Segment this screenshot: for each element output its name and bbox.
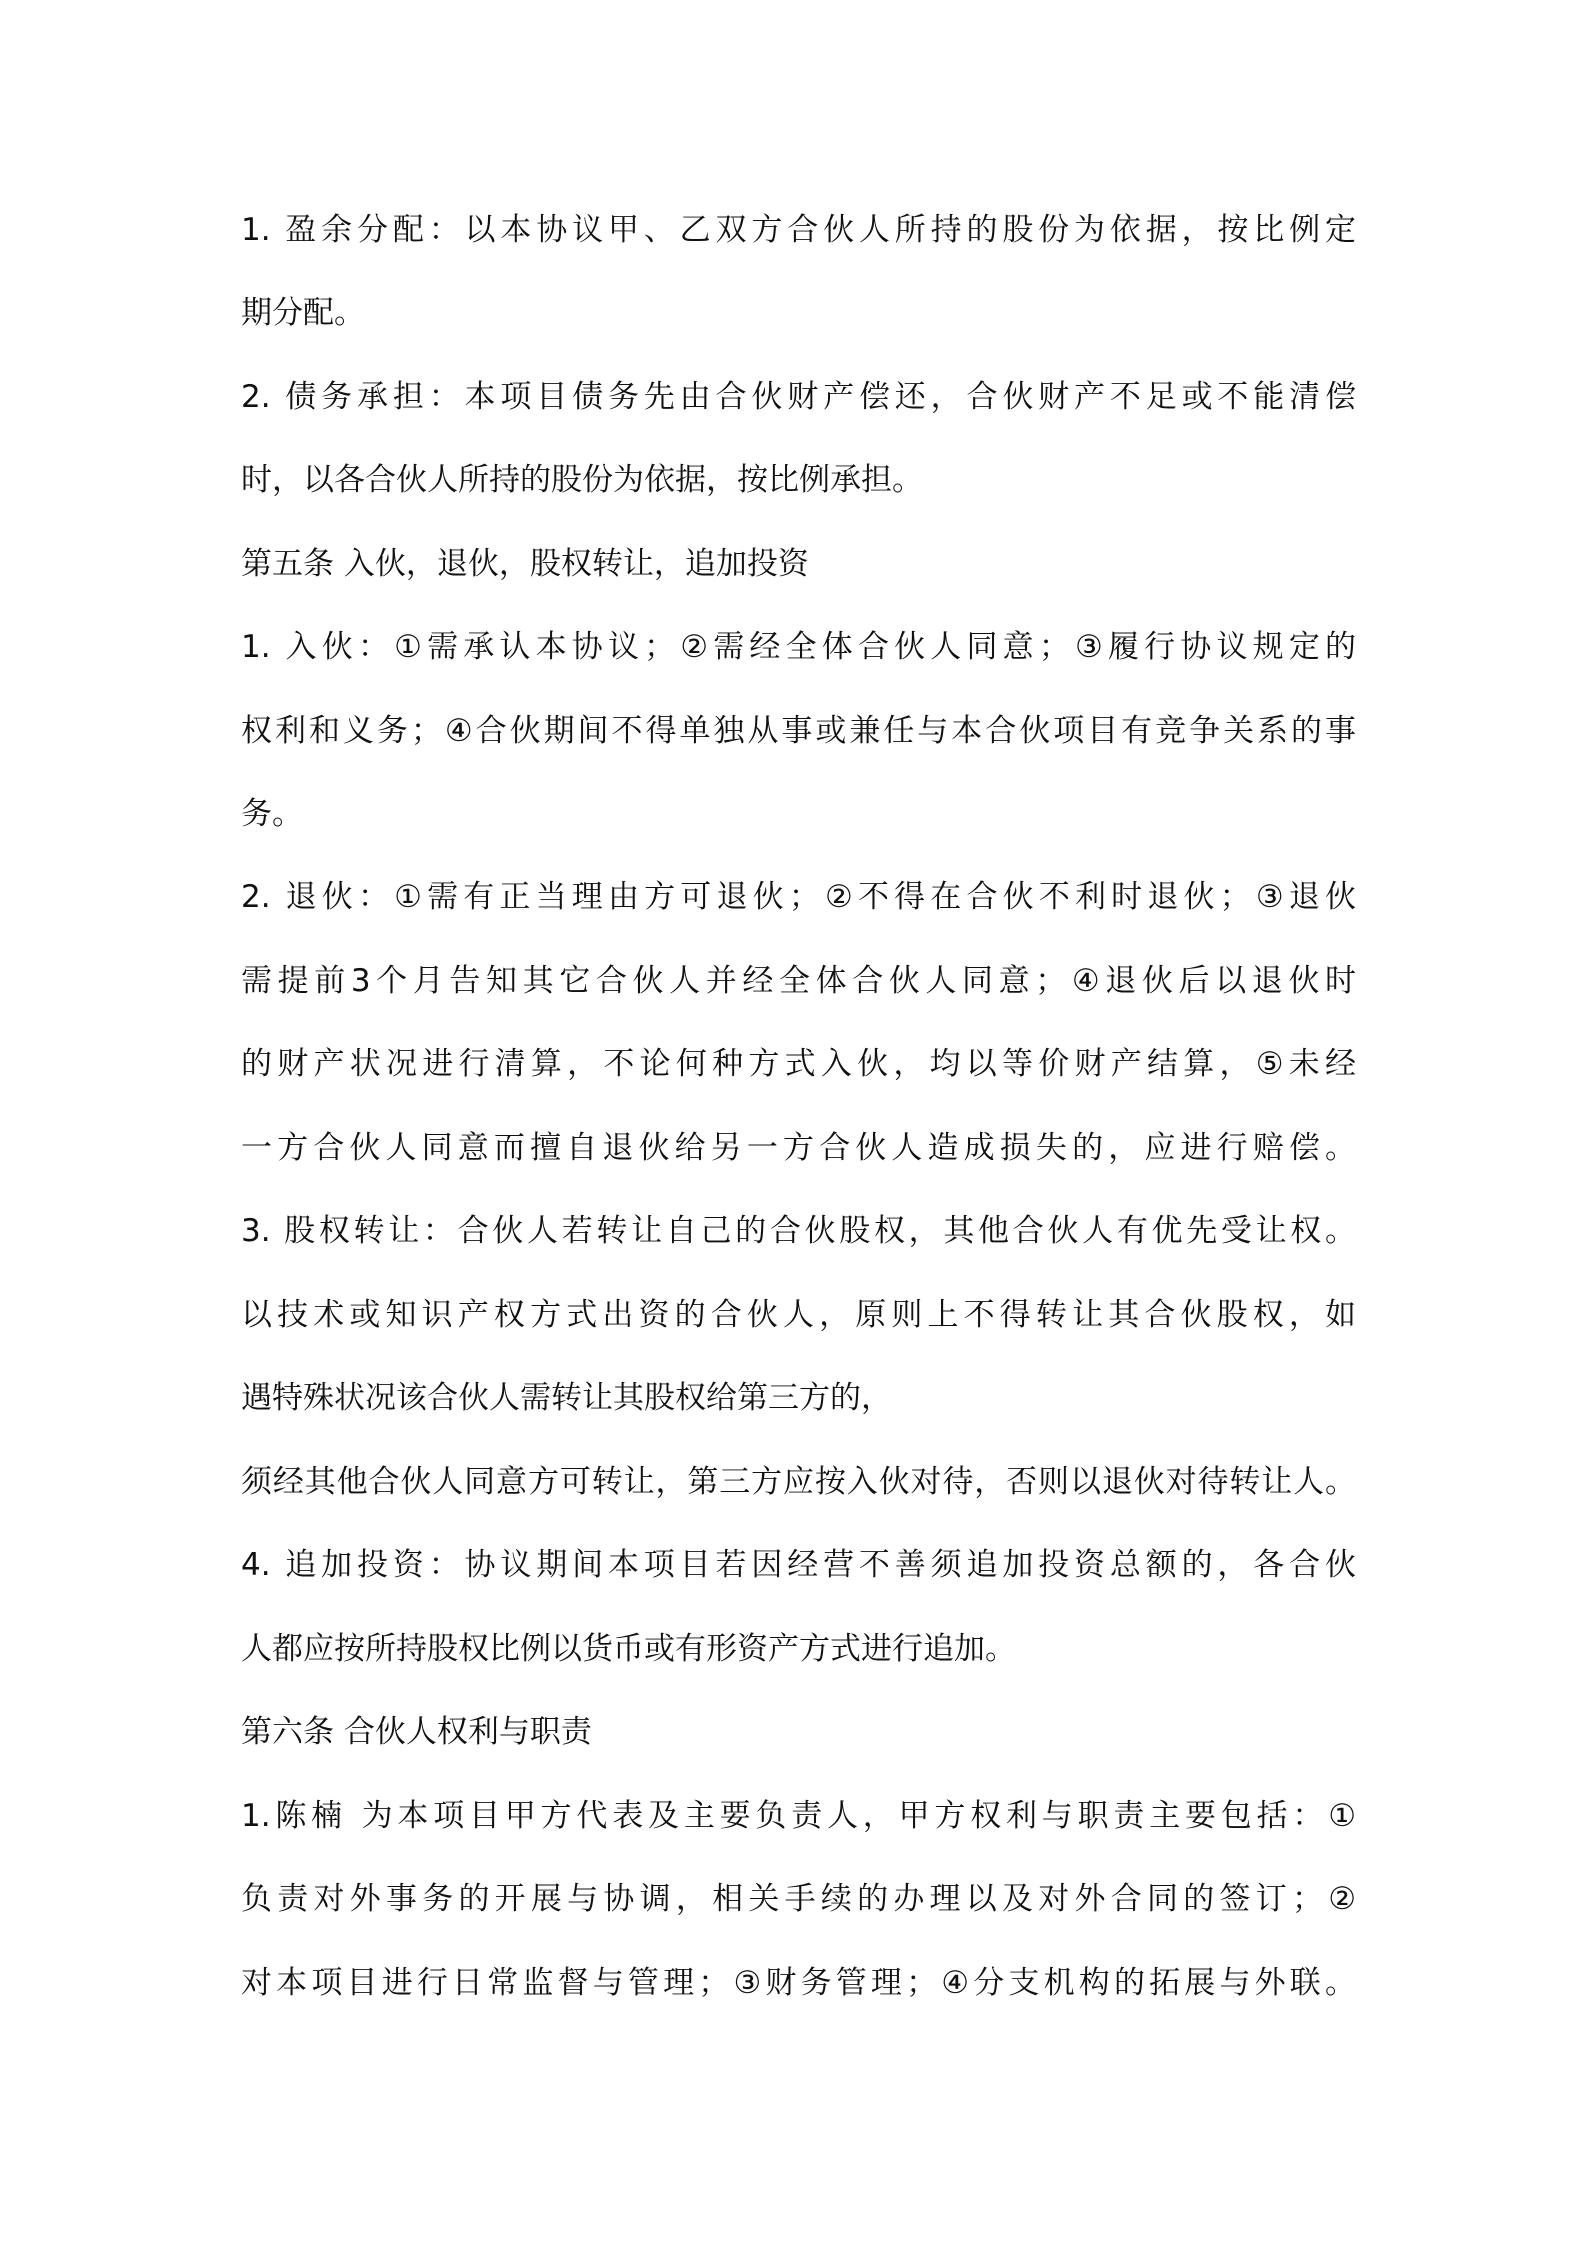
paragraph-line: 时，以各合伙人所持的股份为依据，按比例承担。	[241, 462, 923, 498]
paragraph-line: 须经其他合伙人同意方可转让，第三方应按入伙对待，否则以退伙对待转让人。	[241, 1464, 1356, 1500]
paragraph-line: 2. 债务承担：本项目债务先由合伙财产偿还，合伙财产不足或不能清偿	[241, 379, 1356, 415]
paragraph-line: 期分配。	[241, 295, 365, 331]
paragraph-line: 一方合伙人同意而擅自退伙给另一方合伙人造成损失的，应进行赔偿。	[241, 1130, 1356, 1166]
paragraph-line: 3. 股权转让：合伙人若转让自己的合伙股权，其他合伙人有优先受让权。	[241, 1213, 1356, 1249]
paragraph-line: 需提前3个月告知其它合伙人并经全体合伙人同意；④退伙后以退伙时	[241, 963, 1356, 999]
paragraph-line: 1.陈楠 为本项目甲方代表及主要负责人，甲方权利与职责主要包括：①	[241, 1798, 1356, 1834]
section-heading: 第五条 入伙，退伙，股权转让，追加投资	[241, 546, 809, 582]
paragraph-line: 1. 盈余分配：以本协议甲、乙双方合伙人所持的股份为依据，按比例定	[241, 212, 1356, 248]
paragraph-line: 1. 入伙：①需承认本协议；②需经全体合伙人同意；③履行协议规定的	[241, 629, 1356, 665]
paragraph-line: 4. 追加投资：协议期间本项目若因经营不善须追加投资总额的，各合伙	[241, 1547, 1356, 1583]
paragraph-line: 的财产状况进行清算，不论何种方式入伙，均以等价财产结算，⑤未经	[241, 1046, 1356, 1082]
paragraph-line: 2. 退伙：①需有正当理由方可退伙；②不得在合伙不利时退伙；③退伙	[241, 879, 1356, 915]
paragraph-line: 遇特殊状况该合伙人需转让其股权给第三方的，	[241, 1380, 892, 1416]
paragraph-line: 负责对外事务的开展与协调，相关手续的办理以及对外合同的签订；②	[241, 1881, 1356, 1917]
paragraph-line: 人都应按所持股权比例以货币或有形资产方式进行追加。	[241, 1631, 1016, 1667]
section-heading: 第六条 合伙人权利与职责	[241, 1714, 592, 1750]
paragraph-line: 对本项目进行日常监督与管理；③财务管理；④分支机构的拓展与外联。	[241, 1965, 1356, 2001]
paragraph-line: 权利和义务；④合伙期间不得单独从事或兼任与本合伙项目有竞争关系的事	[241, 713, 1356, 749]
paragraph-line: 以技术或知识产权方式出资的合伙人，原则上不得转让其合伙股权，如	[241, 1297, 1356, 1333]
paragraph-line: 务。	[241, 796, 303, 832]
